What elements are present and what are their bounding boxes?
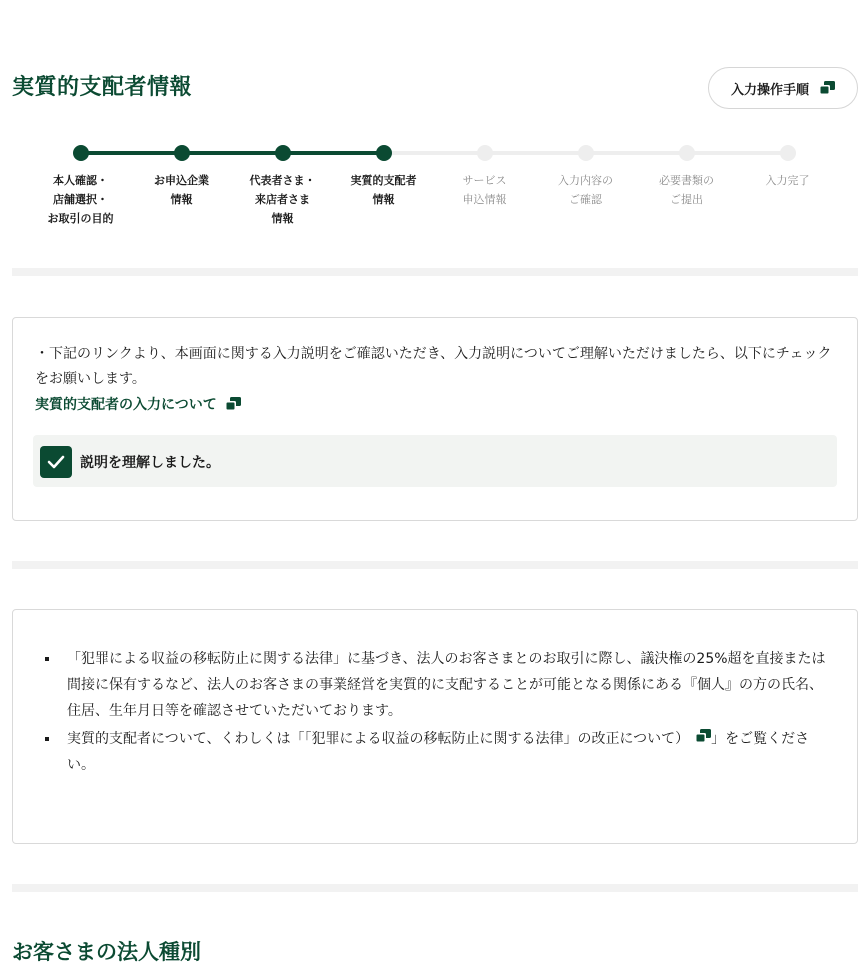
explanation-intro: ・下記のリンクより、本画面に関する入力説明をご確認いただき、入力説明についてご理解いただけましたら、以下にチェックをお願いします。 [35,346,832,387]
step-label: 本人確認・ 店舗選択・ お取引の目的 [47,174,114,225]
checkbox-label: 説明を理解しました。 [80,455,220,471]
input-explanation-link[interactable] [35,394,241,414]
law-amendment-link[interactable]: 「犯罪による収益の移転防止に関する法律」の改正について） [304,731,690,747]
section-divider [12,561,858,569]
step-6 [535,140,636,209]
notice-card [12,609,858,844]
step-dot [780,145,796,161]
step-dot [477,145,493,161]
section-divider [12,884,858,892]
page-title: 実質的支配者情報 [12,75,193,100]
step-5 [434,140,535,209]
step-1 [30,140,131,228]
understood-checkbox-row[interactable] [33,435,837,487]
step-label: サービス 申込情報 [462,174,507,206]
step-4 [333,140,434,209]
corporate-type-title: お客さまの法人種別 [12,940,201,964]
step-label: お申込企業 情報 [154,174,209,206]
step-label: 必要書類の ご提出 [659,174,714,206]
section-divider [12,268,858,276]
step-7 [636,140,737,209]
step-dot [73,145,89,161]
step-label: 入力完了 [765,174,810,187]
step-8 [737,140,838,190]
guide-button-label: 入力操作手順 [730,82,809,98]
step-label: 代表者さま・ 来店者さま 情報 [249,174,316,225]
link-label: 実質的支配者の入力について [35,397,217,413]
external-link-icon [819,81,835,95]
step-dot [578,145,594,161]
external-link-icon [225,397,241,411]
external-link-icon [695,726,711,752]
step-dot [174,145,190,161]
step-dot [679,145,695,161]
notice-text: 」をご覧ください。 [67,731,810,773]
step-label: 入力内容の ご確認 [558,174,613,206]
understood-checkbox[interactable] [40,446,72,478]
step-dot [376,145,392,161]
step-2 [131,140,232,209]
step-dot [275,145,291,161]
notice-item: 「犯罪による収益の移転防止に関する法律」に基づき、法人のお客さまとのお取引に際し、議決権の25%超を直接または間接に保有するなど、法人のお客さまの事業経営を実質的に支配することが可能となる関係にある『個人』の方の氏名、住居、生年月日等を確認させていただいております。 [41,646,836,724]
notice-text: 実質的支配者について、くわしくは「 [67,731,305,747]
check-icon [47,455,65,469]
explanation-card [12,317,858,521]
input-guide-button[interactable] [708,67,858,109]
step-3 [232,140,333,228]
notice-list [41,646,836,780]
progress-stepper [30,140,840,240]
step-label: 実質的支配者 情報 [350,174,417,206]
notice-item [41,726,836,778]
